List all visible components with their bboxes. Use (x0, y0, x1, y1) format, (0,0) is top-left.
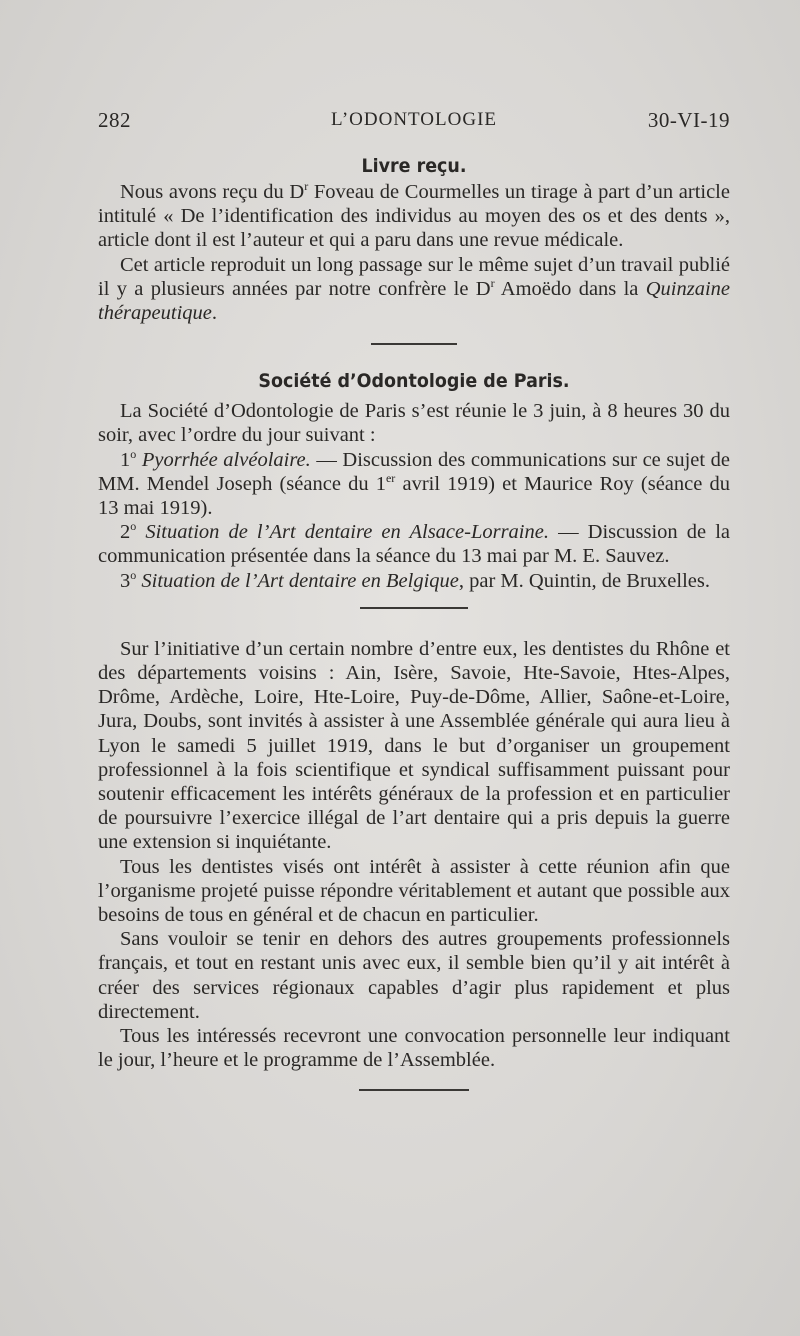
page-body (98, 152, 730, 1091)
divider-rule (360, 607, 468, 609)
section-title-livre-recu: Livre reçu. (361, 155, 467, 177)
divider-rule (371, 343, 457, 345)
paragraph: Tous les dentistes visés ont intérêt à assister à cette réunion afin que l’organisme projeté puisse répondre véritablement et autant que possible aux besoins de tous en général et de chacun en particulier. (98, 855, 730, 927)
section-title-societe: Société d’Odontologie de Paris. (258, 370, 570, 393)
running-header (98, 108, 730, 138)
paragraph: Nous avons reçu du $D^r$ Foveau de Courmelles un tirage à part d’un article intitulé « De l’identification des individus au moyen des os et des dents », article dont il est l’auteur et qui a paru dans une revue médicale. (98, 179, 730, 252)
agenda-item: 3$^o$ Situation de l’Art dentaire en Belgique, par M. Quintin, de Bruxelles. (120, 567, 710, 592)
paragraph: Tous les intéressés recevront une convocation personnelle leur indiquant le jour, l’heure et le programme de l’Assemblée. (98, 1025, 730, 1072)
issue-date: 30-VI-19 (647, 108, 730, 132)
journal-title: L’ODONTOLOGIE (330, 109, 498, 130)
paragraph: La Société d’Odontologie de Paris s’est réunie le 3 juin, à 8 heures 30 du soir, avec l’ordre du jour suivant : (98, 400, 730, 447)
agenda-item: 2$^o$ Situation de l’Art dentaire en Alsace-Lorraine. — Discussion de la communication présentée dans la séance du 13 mai par M. E. Sauvez. (98, 519, 730, 568)
paragraph: Cet article reproduit un long passage sur le même sujet d’un travail publié il y a plusieurs années par notre confrère le $D^r$ Amoëdo dans la Quinzaine thérapeutique. (98, 253, 730, 325)
paragraph: Sur l’initiative d’un certain nombre d’entre eux, les dentistes du Rhône et des départements voisins : Ain, Isère, Savoie, Hte-Savoie, Htes-Alpes, Drôme, Ardèche, Loire, Hte-Loire, Puy-de-Dôme, Allier, Saône-et-Loire, Jura, Doubs, sont invités à assister à une Assemblée générale qui aura lieu à Lyon le samedi 5 juillet 1919, dans le but d’organiser un groupement professionnel à la fois scientifique et syndical suffisamment puissant pour soutenir efficacement les intérêts généraux de la profession et en particulier de poursuivre l’exercice illégal de l’art dentaire qui a pris depuis la guerre une extension si inquiétante. (98, 637, 730, 854)
agenda-item: 1$^o$ Pyorrhée alvéolaire. — Discussion des communications sur ce sujet de MM. Mendel Joseph (séance du 1er avril 1919) et Maurice Roy (séance du 13 mai 1919). (98, 446, 730, 520)
paragraph: Sans vouloir se tenir en dehors des autres groupements professionnels français, et tout en restant unis avec eux, il semble bien qu’il y ait intérêt à créer des services régionaux capables d’agir plus rapidement et plus directement. (98, 928, 730, 1023)
divider-rule (359, 1089, 469, 1091)
page-number: 282 (98, 108, 131, 132)
